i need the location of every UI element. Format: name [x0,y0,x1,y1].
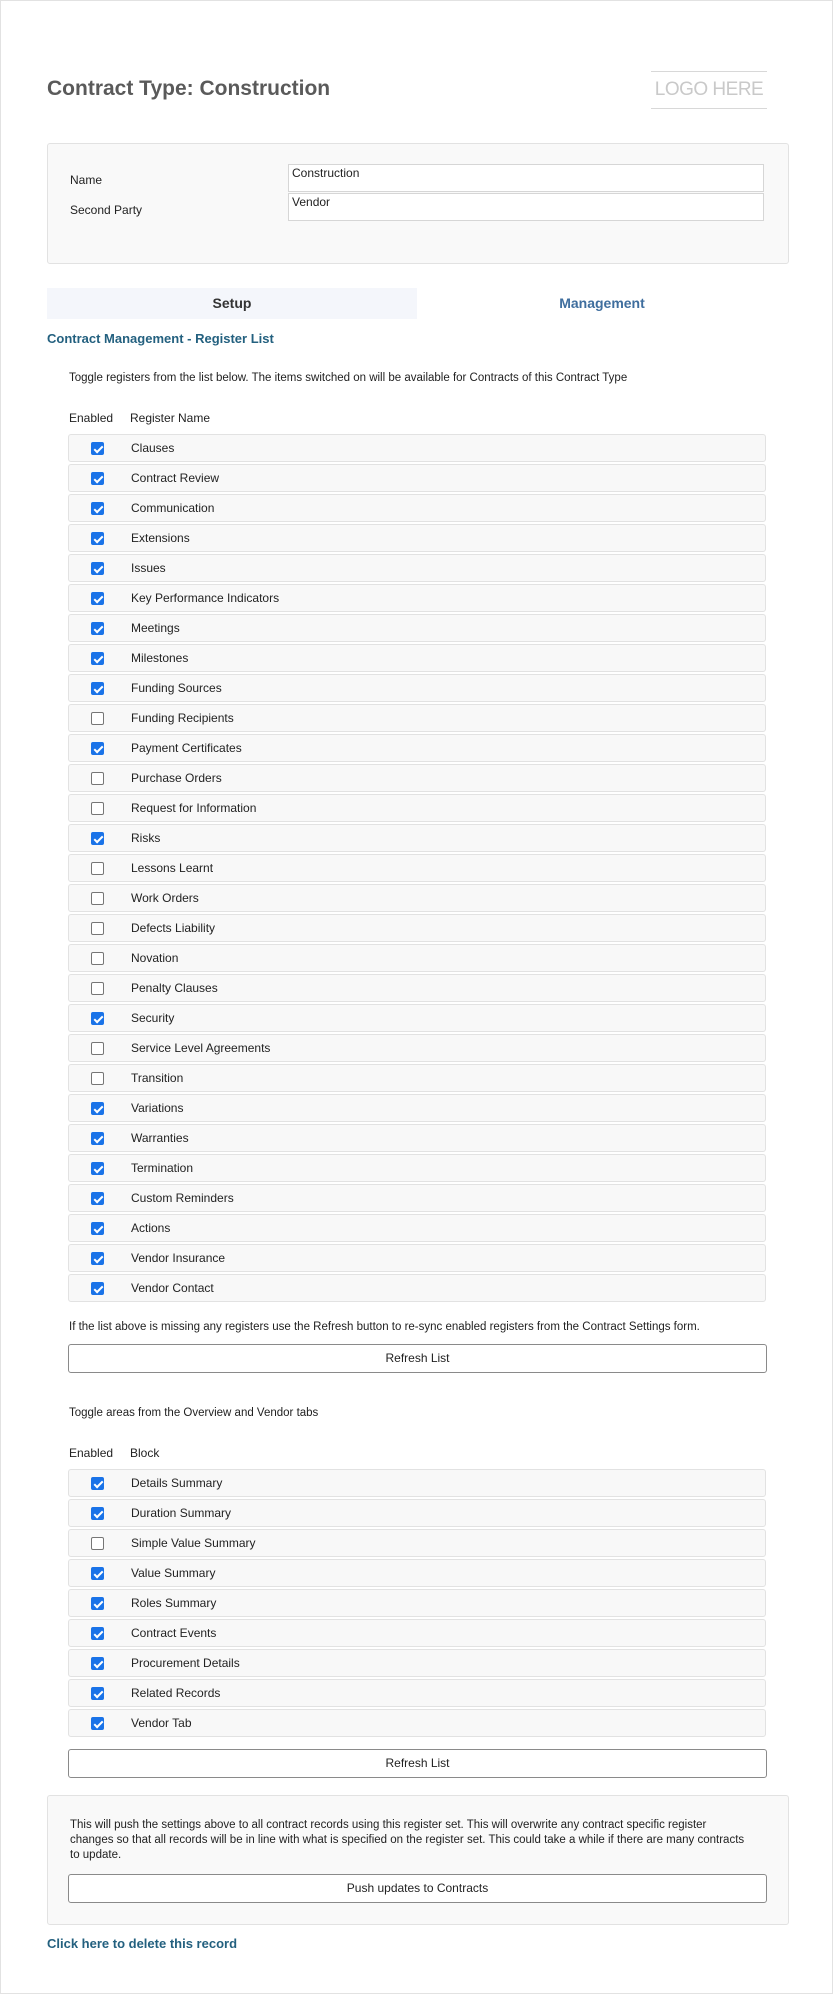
list-item [68,494,766,522]
list-item [68,1214,766,1242]
list-item-label: Custom Reminders [131,1191,234,1205]
list-item-label: Variations [131,1101,184,1115]
list-item-label: Payment Certificates [131,741,242,755]
blocks-name-header: Block [130,1446,160,1460]
checkbox-checked[interactable] [91,502,104,515]
second-party-field[interactable]: Vendor [288,193,764,221]
checkbox-checked[interactable] [91,652,104,665]
push-description: This will push the settings above to all contract records using this register set. This will overwrite any contract specific register changes so that all records will be in line with what is specified on the register set. This could take a while if there are many contracts to update. [70,1819,745,1861]
refresh-registers-button[interactable]: Refresh List [68,1344,767,1373]
tab-bar [47,288,787,319]
list-item-label: Funding Recipients [131,711,234,725]
list-item-label: Clauses [131,441,175,455]
checkbox-unchecked[interactable] [91,712,104,725]
list-item [68,764,766,792]
tab-management[interactable]: Management [559,295,645,311]
checkbox-checked[interactable] [91,682,104,695]
list-item [68,1679,766,1707]
list-item-label: Duration Summary [131,1506,232,1520]
list-item-label: Milestones [131,651,189,665]
list-item [68,1244,766,1272]
list-item [68,854,766,882]
list-item-label: Vendor Contact [131,1281,214,1295]
details-panel [47,143,789,264]
list-item [68,1094,766,1122]
list-item [68,1154,766,1182]
list-item-label: Request for Information [131,801,257,815]
list-item [68,1589,766,1617]
list-item-label: Details Summary [131,1476,223,1490]
registers-intro: Toggle registers from the list below. The items switched on will be available for Contracts of this Contract Type [69,372,628,384]
blocks-intro: Toggle areas from the Overview and Vendor tabs [69,1407,319,1419]
checkbox-checked[interactable] [91,1102,104,1115]
checkbox-unchecked[interactable] [91,952,104,965]
list-item-label: Actions [131,1221,171,1235]
name-field[interactable]: Construction [288,164,764,192]
list-item-label: Penalty Clauses [131,981,218,995]
checkbox-checked[interactable] [91,1717,104,1730]
checkbox-checked[interactable] [91,1282,104,1295]
list-item [68,734,766,762]
checkbox-checked[interactable] [91,742,104,755]
checkbox-checked[interactable] [91,1192,104,1205]
list-item [68,944,766,972]
list-item-label: Defects Liability [131,921,216,935]
checkbox-unchecked[interactable] [91,1537,104,1550]
checkbox-unchecked[interactable] [91,892,104,905]
list-item [68,644,766,672]
list-item-label: Simple Value Summary [131,1536,256,1550]
checkbox-checked[interactable] [91,442,104,455]
blocks-enabled-header: Enabled [69,1446,114,1460]
list-item [68,554,766,582]
list-item-label: Contract Events [131,1626,217,1640]
list-item [68,1034,766,1062]
list-item-label: Work Orders [131,891,199,905]
list-item [68,974,766,1002]
list-item [68,704,766,732]
checkbox-checked[interactable] [91,1477,104,1490]
checkbox-checked[interactable] [91,592,104,605]
checkbox-unchecked[interactable] [91,862,104,875]
logo-placeholder: LOGO HERE [651,71,767,109]
list-item-label: Key Performance Indicators [131,591,280,605]
second-party-label: Second Party [70,203,143,217]
checkbox-checked[interactable] [91,1222,104,1235]
checkbox-checked[interactable] [91,472,104,485]
list-item [68,464,766,492]
list-item [68,434,766,462]
list-item-label: Transition [131,1071,184,1085]
list-item-label: Related Records [131,1686,221,1700]
list-item-label: Risks [131,831,161,845]
list-item-label: Termination [131,1161,194,1175]
list-item-label: Vendor Insurance [131,1251,226,1265]
page-header [47,71,787,111]
registers-enabled-header: Enabled [69,411,114,425]
list-item [68,884,766,912]
page-title: Contract Type: Construction [47,77,331,100]
checkbox-unchecked[interactable] [91,1042,104,1055]
checkbox-checked[interactable] [91,532,104,545]
push-updates-button[interactable]: Push updates to Contracts [68,1874,767,1903]
list-item [68,1709,766,1737]
name-label: Name [70,173,103,187]
list-item-label: Novation [131,951,179,965]
list-item-label: Issues [131,561,166,575]
list-item-label: Funding Sources [131,681,222,695]
checkbox-checked[interactable] [91,1012,104,1025]
list-item [68,1499,766,1527]
list-item [68,1064,766,1092]
checkbox-checked[interactable] [91,1507,104,1520]
checkbox-unchecked[interactable] [91,802,104,815]
checkbox-checked[interactable] [91,1627,104,1640]
tab-setup[interactable]: Setup [47,288,417,319]
list-item-label: Service Level Agreements [131,1041,271,1055]
checkbox-checked[interactable] [91,1252,104,1265]
list-item [68,1004,766,1032]
list-item [68,674,766,702]
checkbox-checked[interactable] [91,1687,104,1700]
checkbox-checked[interactable] [91,1567,104,1580]
checkbox-unchecked[interactable] [91,1072,104,1085]
checkbox-checked[interactable] [91,562,104,575]
registers-missing-note: If the list above is missing any registers use the Refresh button to re-sync enabled registers from the Contract Settings form. [69,1321,700,1333]
list-item [68,1559,766,1587]
list-item-label: Contract Review [131,471,220,485]
list-item-label: Roles Summary [131,1596,217,1610]
list-item-label: Warranties [131,1131,189,1145]
refresh-blocks-button[interactable]: Refresh List [68,1749,767,1778]
list-item-label: Communication [131,501,215,515]
checkbox-unchecked[interactable] [91,982,104,995]
list-item-label: Procurement Details [131,1656,240,1670]
list-item-label: Meetings [131,621,180,635]
delete-record-link[interactable]: Click here to delete this record [47,1936,238,1951]
list-item [68,1529,766,1557]
list-item-label: Security [131,1011,175,1025]
list-item-label: Purchase Orders [131,771,222,785]
list-item [68,914,766,942]
list-item-label: Value Summary [131,1566,216,1580]
checkbox-checked[interactable] [91,1657,104,1670]
list-item [68,1274,766,1302]
list-item-label: Lessons Learnt [131,861,214,875]
list-item [68,614,766,642]
checkbox-unchecked[interactable] [91,772,104,785]
list-item [68,1649,766,1677]
checkbox-checked[interactable] [91,1162,104,1175]
checkbox-checked[interactable] [91,832,104,845]
list-item [68,524,766,552]
list-item [68,824,766,852]
push-panel [47,1795,789,1925]
list-item [68,584,766,612]
list-item-label: Extensions [131,531,190,545]
checkbox-unchecked[interactable] [91,922,104,935]
checkbox-checked[interactable] [91,622,104,635]
list-item [68,1184,766,1212]
registers-name-header: Register Name [130,411,211,425]
checkbox-checked[interactable] [91,1132,104,1145]
list-item-label: Vendor Tab [131,1716,192,1730]
list-item [68,1619,766,1647]
section-heading: Contract Management - Register List [47,331,274,346]
checkbox-checked[interactable] [91,1597,104,1610]
list-item [68,794,766,822]
list-item [68,1124,766,1152]
list-item [68,1469,766,1497]
